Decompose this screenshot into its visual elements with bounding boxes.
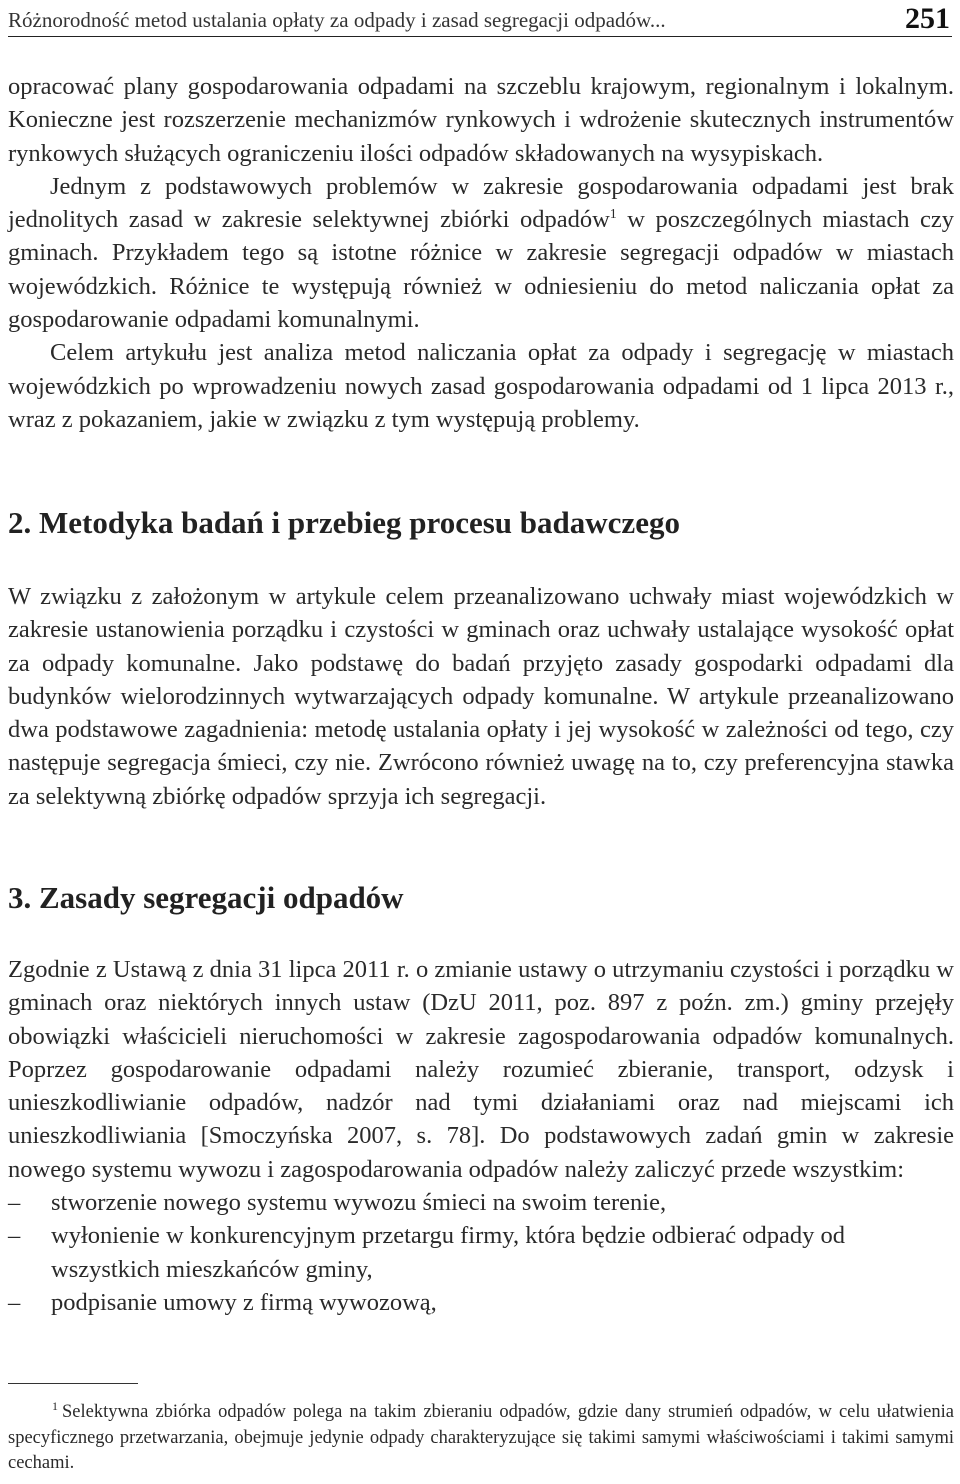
intro-paragraph-1: opracować plany gospodarowania odpadami na szczeblu krajowym, regionalnym i lokalnym. Konieczne jest rozszerzenie mechanizmów rynkowych i wdrożenie skutecznych instrumentów rynkowych służących ograniczeniu ilości odpadów składowanych na wysypiskach. (8, 73, 954, 167)
intro-paragraph-2-text-cont: w poszczególnych miastach czy gminach. Przykładem tego są istotne różnice w zakresie segregacji odpadów w miastach wojewódzkich. Różnice te występują również w odniesieniu do metod naliczania opłat za gospodarowanie odpadami komunalnymi. (8, 206, 954, 334)
page-number: 251 (905, 2, 950, 35)
list-item (8, 1286, 954, 1319)
list-item (8, 1186, 954, 1219)
footnote-divider (8, 1383, 138, 1384)
dash-bullet: – (8, 1222, 21, 1250)
footnote (8, 1400, 954, 1477)
dash-bullet: – (8, 1288, 21, 1316)
section-2-body (8, 580, 954, 813)
intro-paragraph-2-text: Jednym z podstawowych problemów w zakresie gospodarowania odpadami jest brak jednolitych zasad w zakresie selektywnej zbiórki odpadów (8, 172, 954, 234)
section-3-paragraph: Zgodnie z Ustawą z dnia 31 lipca 2011 r. o zmianie ustawy o utrzymaniu czystości i porządku w gminach oraz niektórych innych ustaw (DzU 2011, poz. 897 z poźn. zm.) gminy przejęły obowiązki właścicieli nieruchomości w zakresie zagospodarowania odpadów komunalnych. Poprzez gospodarowanie odpadami należy rozumieć zbieranie, transport, odzysk i unieszkodliwianie odpadów, nadzór nad tymi działaniami oraz nad miejscami ich unieszkodliwiania [Smoczyńska 2007, s. 78]. Do podstawowych zadań gmin w zakresie nowego systemu wywozu i zagospodarowania odpadów należy zaliczyć przede wszystkim: (8, 956, 954, 1183)
list-item-text: podpisanie umowy z firmą wywozową, (51, 1288, 437, 1316)
list-item (8, 1219, 954, 1286)
footnote-reference[interactable]: 1 (609, 207, 617, 223)
intro-paragraph-3: Celem artykułu jest analiza metod naliczania opłat za odpady i segregację w miastach wojewódzkich po wprowadzeniu nowych zasad gospodarowania odpadami od 1 lipca 2013 r., wraz z pokazaniem, jakie w związku z tym występują problemy. (8, 339, 954, 433)
footnote-text: Selektywna zbiórka odpadów polega na takim zbieraniu odpadów, gdzie dany strumień odpadów, w celu ułatwienia specyficznego przetwarzania, obejmuje jedynie odpady charakteryzujące się takimi samymi właściwościami i takimi samymi cechami. (8, 1402, 954, 1473)
list-item-text: wyłonienie w konkurencyjnym przetargu firmy, która będzie odbierać odpady od wszystkich mieszkańców gminy, (51, 1222, 845, 1283)
intro-block (8, 70, 954, 436)
task-list (8, 1186, 954, 1319)
page-header (8, 2, 952, 37)
section-2-paragraph: W związku z założonym w artykule celem przeanalizowano uchwały miast wojewódzkich w zakresie ustanowienia porządku i czystości w gminach oraz uchwały ustalające wysokość opłat za odpady komunalne. Jako podstawę do badań przyjęto zasady gospodarki odpadami dla budynków wielorodzinnych wytwarzających odpady komunalne. W artykule przeanalizowano dwa podstawowe zagadnienia: metodę ustalania opłaty i jej wysokość w zależności od tego, czy następuje segregacja śmieci, czy nie. Zwrócono również uwagę na to, czy preferencyjna stawka za selektywną zbiórkę odpadów sprzyja ich segregacji. (8, 583, 954, 810)
list-item-text: stworzenie nowego systemu wywozu śmieci na swoim terenie, (51, 1189, 667, 1217)
section-2-heading: 2. Metodyka badań i przebieg procesu badawczego (8, 505, 680, 540)
section-3-heading: 3. Zasady segregacji odpadów (8, 880, 404, 915)
running-title: Różnorodność metod ustalania opłaty za odpady i zasad segregacji odpadów... (8, 8, 666, 32)
footnote-number: 1 (52, 1398, 58, 1413)
section-3-body (8, 953, 954, 1319)
dash-bullet: – (8, 1189, 21, 1217)
intro-paragraph-2 (8, 170, 954, 336)
